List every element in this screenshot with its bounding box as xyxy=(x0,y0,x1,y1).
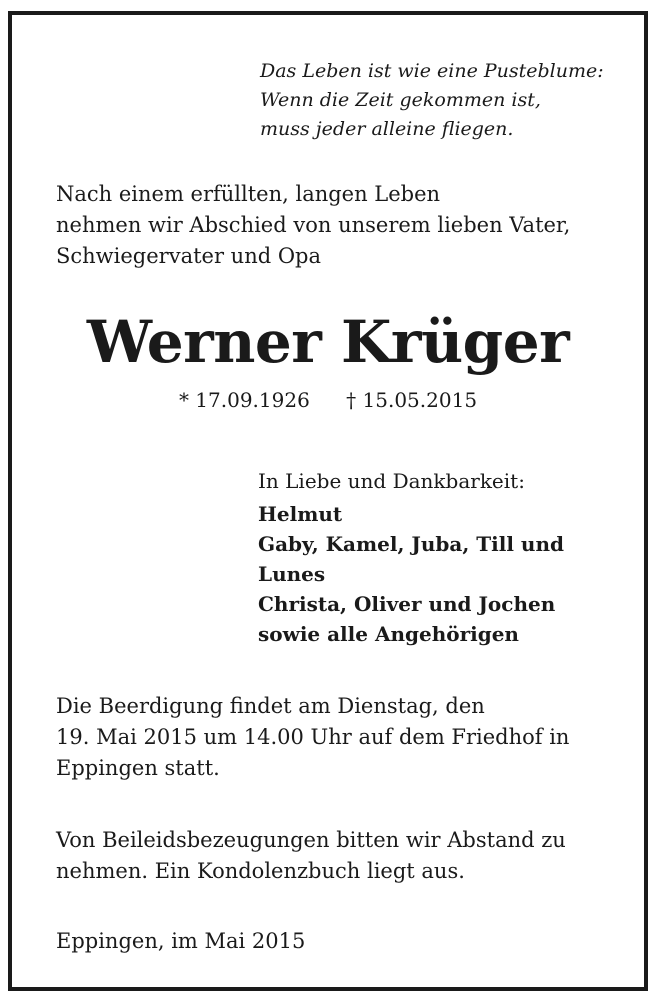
mourner-line: Christa, Oliver und Jochen xyxy=(258,592,556,616)
funeral-line: 19. Mai 2015 um 14.00 Uhr auf dem Friedhof in xyxy=(56,725,570,749)
funeral-line: Die Beerdigung findet am Dienstag, den xyxy=(56,694,485,718)
intro-text xyxy=(56,179,636,272)
condolence-line: Von Beileidsbezeugungen bitten wir Abstand zu xyxy=(56,828,566,852)
mourners-list xyxy=(258,499,638,649)
funeral-line: Eppingen statt. xyxy=(56,756,220,780)
quote-line: muss jeder alleine fliegen. xyxy=(260,118,514,140)
mourner-line: sowie alle Angehörigen xyxy=(258,622,519,646)
mourner-line: Lunes xyxy=(258,562,326,586)
place-and-date: Eppingen, im Mai 2015 xyxy=(56,929,306,953)
intro-line: Schwiegervater und Opa xyxy=(56,244,322,268)
mourner-line: Gaby, Kamel, Juba, Till und xyxy=(258,532,564,556)
opening-quote xyxy=(260,57,630,144)
condolence-line: nehmen. Ein Kondolenzbuch liegt aus. xyxy=(56,859,465,883)
death-date: † 15.05.2015 xyxy=(346,388,478,412)
mourners-heading: In Liebe und Dankbarkeit: xyxy=(258,469,525,493)
birth-date: * 17.09.1926 xyxy=(178,388,310,412)
deceased-name: Werner Krüger xyxy=(86,308,570,376)
quote-line: Das Leben ist wie eine Pusteblume: xyxy=(260,60,604,82)
life-dates xyxy=(12,386,644,414)
mourner-line: Helmut xyxy=(258,502,343,526)
intro-line: nehmen wir Abschied von unserem lieben Vater, xyxy=(56,213,571,237)
quote-line: Wenn die Zeit gekommen ist, xyxy=(260,89,541,111)
obituary-frame xyxy=(8,11,648,991)
funeral-notice xyxy=(56,691,641,784)
intro-line: Nach einem erfüllten, langen Leben xyxy=(56,182,441,206)
condolence-notice xyxy=(56,825,641,887)
